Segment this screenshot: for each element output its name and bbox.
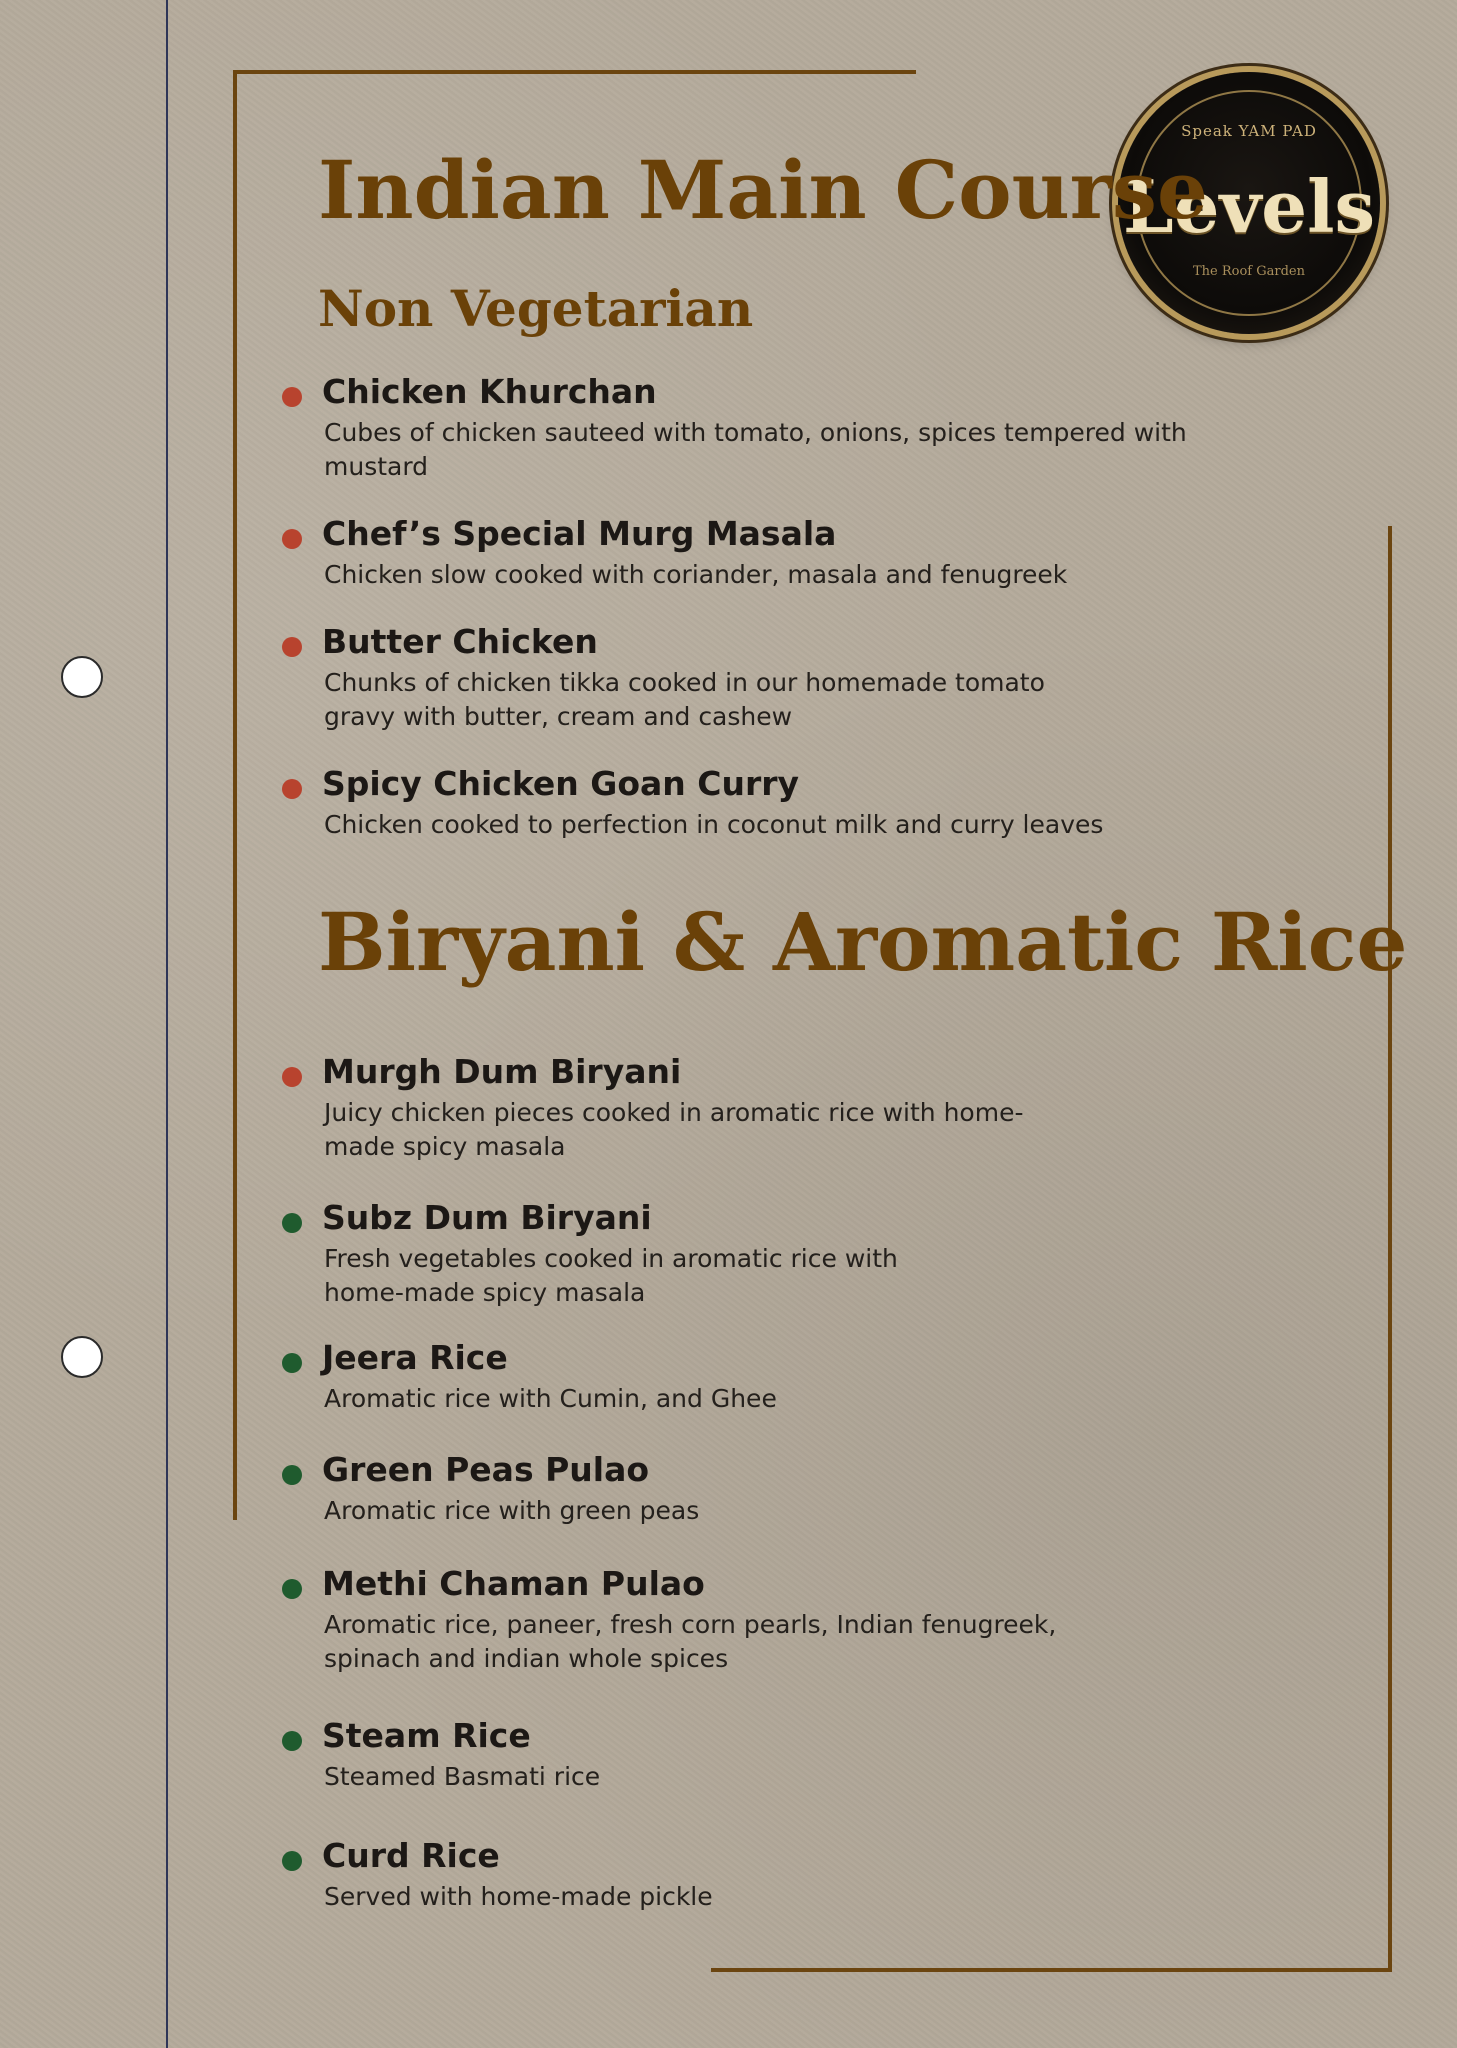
item-name: Green Peas Pulao: [322, 1450, 650, 1489]
item-name: Chef’s Special Murg Masala: [322, 514, 837, 553]
veg-indicator-icon: [282, 1353, 302, 1373]
binder-margin-line: [166, 0, 168, 2048]
item-name: Spicy Chicken Goan Curry: [322, 764, 800, 803]
item-name: Steam Rice: [322, 1716, 531, 1755]
frame-border-bottom: [711, 1968, 1392, 1972]
frame-border-left: [233, 70, 237, 1520]
item-description: Served with home-made pickle: [324, 1882, 713, 1911]
logo-bottom-text: The Roof Garden: [1193, 264, 1305, 279]
section-title-biryani-rice: Biryani & Aromatic Rice: [318, 895, 1408, 989]
veg-indicator-icon: [282, 1465, 302, 1485]
punch-hole-bottom: [61, 1336, 103, 1378]
non-veg-indicator-icon: [282, 1067, 302, 1087]
item-description: Juicy chicken pieces cooked in aromatic rice with home-made spicy masala: [324, 1098, 1024, 1161]
item-description: Chicken cooked to perfection in coconut milk and curry leaves: [324, 810, 1104, 839]
item-description: Aromatic rice with green peas: [324, 1496, 700, 1525]
logo-top-text: Speak YAM PAD: [1181, 122, 1317, 140]
item-description: Chicken slow cooked with coriander, masala and fenugreek: [324, 560, 1068, 589]
item-description: Chunks of chicken tikka cooked in our homemade tomato gravy with butter, cream and cashew: [324, 668, 1045, 731]
non-veg-indicator-icon: [282, 529, 302, 549]
item-name: Chicken Khurchan: [322, 372, 657, 411]
item-name: Methi Chaman Pulao: [322, 1564, 705, 1603]
frame-border-right: [1388, 526, 1392, 1972]
item-description: Fresh vegetables cooked in aromatic rice with home-made spicy masala: [324, 1244, 898, 1307]
item-description: Cubes of chicken sauteed with tomato, onions, spices tempered with mustard: [324, 418, 1187, 481]
item-name: Jeera Rice: [322, 1338, 508, 1377]
item-name: Subz Dum Biryani: [322, 1198, 652, 1237]
page-title: Indian Main Course: [318, 143, 1208, 237]
item-name: Murgh Dum Biryani: [322, 1052, 682, 1091]
item-description: Aromatic rice, paneer, fresh corn pearls, Indian fenugreek, spinach and indian whole spices: [324, 1610, 1057, 1673]
logo-wordmark: Levels: [1123, 164, 1375, 249]
veg-indicator-icon: [282, 1579, 302, 1599]
veg-indicator-icon: [282, 1731, 302, 1751]
veg-indicator-icon: [282, 1213, 302, 1233]
item-name: Curd Rice: [322, 1836, 500, 1875]
non-veg-indicator-icon: [282, 637, 302, 657]
item-description: Steamed Basmati rice: [324, 1762, 601, 1791]
item-name: Butter Chicken: [322, 622, 598, 661]
item-description: Aromatic rice with Cumin, and Ghee: [324, 1384, 777, 1413]
veg-indicator-icon: [282, 1851, 302, 1871]
punch-hole-top: [61, 656, 103, 698]
non-veg-indicator-icon: [282, 779, 302, 799]
section-subtitle-non-veg: Non Vegetarian: [318, 279, 754, 338]
frame-border-top: [233, 70, 916, 74]
non-veg-indicator-icon: [282, 387, 302, 407]
